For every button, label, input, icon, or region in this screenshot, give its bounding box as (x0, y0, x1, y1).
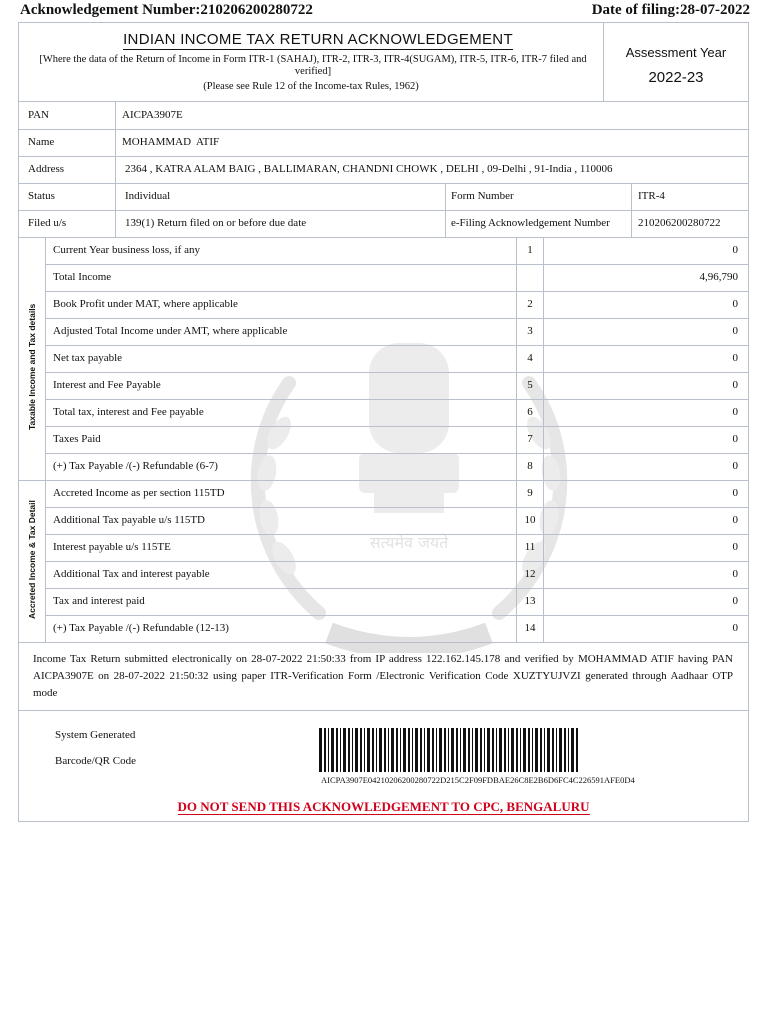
efiling-ack-value: 210206200280722 (638, 217, 721, 229)
row-description: (+) Tax Payable /(-) Refundable (12-13) (53, 622, 229, 634)
acknowledgement-document (18, 22, 749, 822)
document-title: INDIAN INCOME TAX RETURN ACKNOWLEDGEMENT (123, 31, 513, 48)
tax-details-table: Taxable Income and Tax details Accreted Income & Tax Detail Current Year business loss, if any 1 0 Total Income 4,96,790 Book Profit under MAT, where applicable 2 0 Adjusted Total Income under AMT, where applicable 3 0 Net tax payable 4 0 Interest and Fee Payable 5 0 Total tax, interest and Fee payable 6 0 Taxes Paid 7 0 (+) Tax Payable /(-) Refundable (6-7) 8 0 Accreted Income as per section 115TD 9 0 Additional Tax payable u/s 115TD 10 0 Interest payable u/s 115TE 11 0 Additional Tax and interest payable 12 0 Tax and interest paid 13 0 (+) Tax Payable /(-) Refundable (12-13) 14 0 (19, 237, 748, 642)
table-row (46, 507, 748, 535)
row-value: 0 (732, 352, 738, 364)
pan-label: PAN (28, 109, 49, 121)
assessment-year-label: Assessment Year (625, 45, 727, 60)
row-description: Total Income (53, 271, 112, 283)
table-row (46, 426, 748, 454)
table-row (46, 480, 748, 508)
row-value: 0 (732, 379, 738, 391)
verification-statement: Income Tax Return submitted electronically on 28-07-2022 21:50:33 from IP address 122.162.145.178 and verified by MOHAMMAD ATIF having PAN AICPA3907E on 28-07-2022 21:50:32 using paper ITR-Verification Form /Electronic Verification Code XUZTYUJVZI generated through Aadhaar OTP mode (33, 653, 733, 699)
filed-us-row (19, 210, 748, 238)
row-description: Tax and interest paid (53, 595, 145, 607)
top-bar (20, 0, 750, 20)
form-number-label: Form Number (451, 190, 514, 202)
row-value: 4,96,790 (699, 271, 738, 283)
row-value: 0 (732, 244, 738, 256)
system-generated-label: System Generated (55, 729, 136, 741)
header-title-block (19, 23, 604, 101)
cpc-warning (19, 798, 748, 816)
row-number: 2 (527, 298, 533, 310)
pan-value: AICPA3907E (122, 109, 183, 121)
assessment-year-block (604, 23, 748, 101)
row-number: 4 (527, 352, 533, 364)
table-row (46, 264, 748, 292)
assessment-year-value: 2022-23 (648, 69, 704, 86)
form-number-value: ITR-4 (638, 190, 665, 202)
row-description: Adjusted Total Income under AMT, where applicable (53, 325, 288, 337)
document-rule-note: (Please see Rule 12 of the Income-tax Rules, 1962) (203, 81, 419, 92)
row-number: 1 (527, 244, 533, 256)
status-value: Individual (125, 190, 171, 202)
pan-row (19, 102, 748, 130)
row-number: 12 (524, 568, 536, 580)
status-row (19, 183, 748, 211)
row-value: 0 (732, 460, 738, 472)
address-label: Address (28, 163, 65, 175)
row-value: 0 (732, 568, 738, 580)
table-row (46, 615, 748, 642)
table-row (46, 399, 748, 427)
row-number: 3 (527, 325, 533, 337)
row-description: Additional Tax payable u/s 115TD (53, 514, 205, 526)
row-description: Additional Tax and interest payable (53, 568, 210, 580)
row-description: (+) Tax Payable /(-) Refundable (6-7) (53, 460, 218, 472)
table-row (46, 588, 748, 616)
table-row (46, 345, 748, 373)
acknowledgement-number: Acknowledgement Number:210206200280722 (20, 2, 313, 18)
row-description: Book Profit under MAT, where applicable (53, 298, 238, 310)
row-number: 6 (527, 406, 533, 418)
row-value: 0 (732, 541, 738, 553)
filed-us-label: Filed u/s (28, 217, 67, 229)
row-value: 0 (732, 514, 738, 526)
row-description: Net tax payable (53, 352, 123, 364)
table-row (46, 561, 748, 589)
row-number: 8 (527, 460, 533, 472)
name-value: MOHAMMAD ATIF (122, 136, 220, 148)
row-value: 0 (732, 622, 738, 634)
row-description: Interest and Fee Payable (53, 379, 161, 391)
row-number: 10 (524, 514, 536, 526)
watermark-motto: सत्यमेव जयते (369, 533, 449, 552)
barcode-label: Barcode/QR Code (55, 755, 136, 767)
name-row (19, 129, 748, 157)
row-number: 7 (527, 433, 533, 445)
name-label: Name (28, 136, 55, 148)
document-header (19, 23, 748, 102)
row-value: 0 (732, 325, 738, 337)
row-number: 11 (524, 541, 536, 553)
cpc-warning-text: DO NOT SEND THIS ACKNOWLEDGEMENT TO CPC, BENGALURU (177, 799, 590, 814)
table-row (46, 237, 748, 265)
row-number: 13 (524, 595, 536, 607)
table-row (46, 291, 748, 319)
row-number: 9 (527, 487, 533, 499)
row-description: Total tax, interest and Fee payable (53, 406, 204, 418)
efiling-ack-label: e-Filing Acknowledgement Number (451, 217, 610, 229)
address-value: 2364 , KATRA ALAM BAIG , BALLIMARAN, CHANDNI CHOWK , DELHI , 09-Delhi , 91-India , 110006 (125, 163, 613, 175)
date-of-filing: Date of filing:28-07-2022 (591, 2, 750, 18)
row-number: 14 (524, 622, 536, 634)
barcode-image (319, 728, 579, 772)
row-value: 0 (732, 406, 738, 418)
row-description: Taxes Paid (53, 433, 101, 445)
table-row (46, 453, 748, 481)
status-label: Status (28, 190, 55, 202)
row-description: Accreted Income as per section 115TD (53, 487, 225, 499)
row-number: 5 (527, 379, 533, 391)
address-row (19, 156, 748, 184)
row-description: Current Year business loss, if any (53, 244, 200, 256)
filed-us-value: 139(1) Return filed on or before due date (125, 217, 307, 229)
barcode-text: AICPA3907E04210206200280722D215C2F09FDBAE26C8E2B6D6FC4C226591AFE0D4 (321, 775, 635, 785)
row-value: 0 (732, 433, 738, 445)
row-value: 0 (732, 298, 738, 310)
table-row (46, 318, 748, 346)
row-description: Interest payable u/s 115TE (53, 541, 171, 553)
row-value: 0 (732, 487, 738, 499)
table-row (46, 534, 748, 562)
table-row (46, 372, 748, 400)
document-subtitle: [Where the data of the Return of Income in Form ITR-1 (SAHAJ), ITR-2, ITR-3, ITR-4(SUGAM), ITR-5, ITR-6, ITR-7 filed and verified] (39, 54, 587, 77)
row-value: 0 (732, 595, 738, 607)
